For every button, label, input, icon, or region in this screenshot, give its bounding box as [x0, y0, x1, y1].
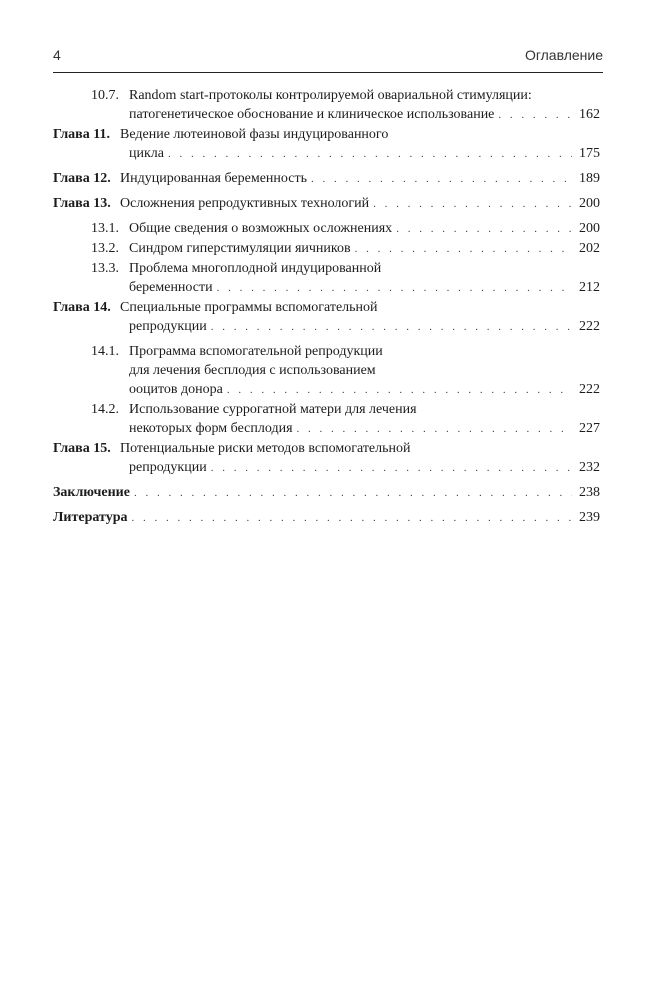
toc-line [53, 86, 600, 105]
toc-page-number: 212 [579, 280, 600, 295]
dot-leader [498, 106, 572, 125]
toc-line [53, 298, 600, 317]
toc-title: для лечения бесплодия с использованием [129, 363, 376, 378]
toc-title: репродукции [129, 460, 207, 475]
toc-page-number: 175 [579, 146, 600, 161]
toc-line [53, 194, 600, 213]
dot-leader [168, 145, 572, 164]
toc-number: Глава 11. [53, 127, 110, 142]
toc-entry[interactable] [53, 239, 600, 258]
toc-page-number: 232 [579, 460, 600, 475]
toc-entry[interactable] [53, 219, 600, 238]
toc-page-number: 162 [579, 107, 600, 122]
toc-number: 14.1. [91, 344, 119, 359]
toc-title: беременности [129, 280, 213, 295]
toc-line [53, 105, 600, 124]
toc-entry[interactable] [53, 194, 600, 213]
toc-number: 14.2. [91, 402, 119, 417]
toc-line [53, 144, 600, 163]
toc-title: Проблема многоплодной индуцированной [129, 261, 382, 276]
dot-leader [132, 509, 573, 528]
toc-line [53, 239, 600, 258]
toc-page-number: 222 [579, 382, 600, 397]
toc-number: 13.2. [91, 241, 119, 256]
toc-line [53, 125, 600, 144]
toc-entry[interactable] [53, 298, 600, 336]
dot-leader [297, 420, 572, 439]
toc-line [53, 169, 600, 188]
table-of-contents [53, 86, 600, 533]
dot-leader [227, 381, 572, 400]
toc-number: Глава 14. [53, 300, 111, 315]
toc-page-number: 239 [579, 510, 600, 525]
toc-line [53, 278, 600, 297]
toc-title: цикла [129, 146, 164, 161]
toc-title: Литература [53, 510, 128, 525]
toc-line [53, 259, 600, 278]
toc-number: 13.3. [91, 261, 119, 276]
toc-page-number: 238 [579, 485, 600, 500]
toc-page-number: 200 [579, 221, 600, 236]
toc-line [53, 317, 600, 336]
toc-line [53, 219, 600, 238]
toc-title: Синдром гиперстимуляции яичников [129, 241, 351, 256]
toc-line [53, 342, 600, 361]
dot-leader [134, 484, 572, 503]
toc-entry[interactable] [53, 400, 600, 438]
toc-entry[interactable] [53, 259, 600, 297]
toc-entry[interactable] [53, 342, 600, 399]
toc-line [53, 400, 600, 419]
toc-entry[interactable] [53, 86, 600, 124]
toc-number: 10.7. [91, 88, 119, 103]
toc-page-number: 189 [579, 171, 600, 186]
toc-title: Специальные программы вспомогательной [120, 300, 378, 315]
toc-entry[interactable] [53, 169, 600, 188]
dot-leader [211, 459, 572, 478]
toc-number: Глава 13. [53, 196, 111, 211]
toc-entry[interactable] [53, 483, 600, 502]
toc-entry[interactable] [53, 125, 600, 163]
toc-title: Потенциальные риски методов вспомогательной [120, 441, 411, 456]
toc-entry[interactable] [53, 439, 600, 477]
toc-title: Общие сведения о возможных осложнениях [129, 221, 393, 236]
toc-page-number: 227 [579, 421, 600, 436]
running-head: Оглавление [524, 47, 603, 63]
dot-leader [217, 279, 572, 298]
toc-entry[interactable] [53, 508, 600, 527]
toc-number: Глава 12. [53, 171, 111, 186]
page-header [53, 47, 603, 67]
dot-leader [373, 195, 572, 214]
toc-number: Глава 15. [53, 441, 111, 456]
header-rule [53, 72, 603, 73]
toc-number: 13.1. [91, 221, 119, 236]
toc-line [53, 483, 600, 502]
toc-title: Random start-протоколы контролируемой овариальной стимуляции: [129, 88, 532, 103]
toc-title: некоторых форм бесплодия [129, 421, 293, 436]
toc-title: патогенетическое обоснование и клиническое использование [129, 107, 495, 122]
toc-page-number: 222 [579, 319, 600, 334]
toc-line [53, 439, 600, 458]
toc-line [53, 458, 600, 477]
toc-line [53, 419, 600, 438]
toc-title: Осложнения репродуктивных технологий [120, 196, 370, 211]
dot-leader [396, 220, 572, 239]
toc-line [53, 508, 600, 527]
toc-title: репродукции [129, 319, 207, 334]
toc-title: Программа вспомогательной репродукции [129, 344, 383, 359]
toc-title: Ведение лютеиновой фазы индуцированного [120, 127, 389, 142]
toc-page-number: 202 [579, 241, 600, 256]
toc-page-number: 200 [579, 196, 600, 211]
toc-title: ооцитов донора [129, 382, 223, 397]
toc-title: Использование суррогатной матери для лечения [129, 402, 417, 417]
toc-line [53, 361, 600, 380]
toc-title: Заключение [53, 485, 130, 500]
dot-leader [355, 240, 572, 259]
page-number: 4 [53, 47, 61, 63]
dot-leader [211, 318, 572, 337]
toc-title: Индуцированная беременность [120, 171, 307, 186]
toc-line [53, 380, 600, 399]
dot-leader [311, 170, 572, 189]
